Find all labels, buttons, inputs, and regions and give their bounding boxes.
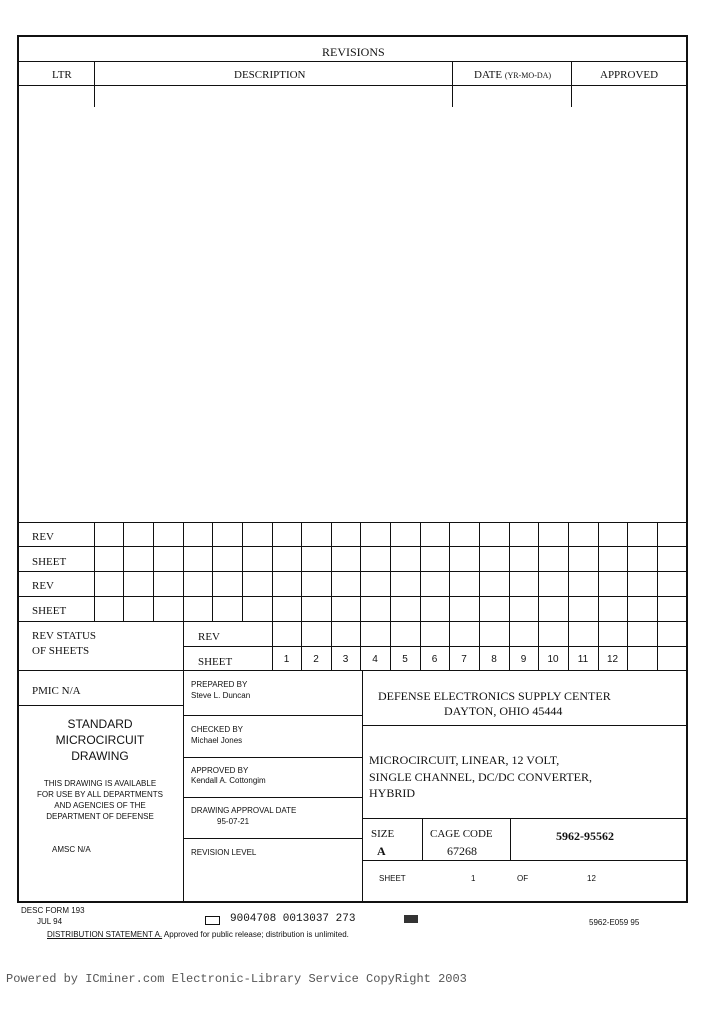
prepared-name: Steve L. Duncan [191, 691, 251, 700]
watermark: Powered by ICminer.com Electronic-Library Service CopyRight 2003 [6, 972, 467, 986]
sheet-number-1: 1 [283, 654, 290, 665]
cage-value: 67268 [447, 844, 477, 858]
sheet-current: 1 [471, 874, 476, 883]
approval-date: 95-07-21 [217, 817, 250, 826]
sheet-number-10: 10 [547, 654, 559, 665]
rev-status-label-2: OF SHEETS [32, 645, 90, 657]
col-approved: APPROVED [600, 69, 659, 81]
sheet-number-2: 2 [313, 654, 319, 665]
sheet-number-8: 8 [491, 654, 497, 665]
approved-label: APPROVED BY [191, 766, 249, 775]
sheet-label: SHEET [379, 874, 406, 883]
sheet-number-12: 12 [606, 654, 619, 665]
grid-rev-label-1: REV [32, 531, 54, 543]
sheet-number-7: 7 [461, 654, 467, 665]
size-value: A [377, 844, 386, 858]
availability-4: DEPARTMENT OF DEFENSE [46, 812, 154, 821]
amsc: AMSC N/A [52, 845, 91, 854]
distribution-statement [47, 931, 349, 939]
cage-label: CAGE CODE [430, 828, 493, 840]
agency-line-2: DAYTON, OHIO 45444 [444, 704, 563, 718]
col-description: DESCRIPTION [234, 69, 306, 81]
checked-label: CHECKED BY [191, 725, 244, 734]
sheet-number-6: 6 [431, 654, 438, 665]
pmic: PMIC N/A [32, 685, 81, 697]
rev-status-label-1: REV STATUS [32, 630, 97, 642]
standard-line-2: MICROCIRCUIT [55, 733, 145, 747]
sheet-number-3: 3 [342, 654, 349, 665]
standard-line-1: STANDARD [67, 717, 133, 731]
col-date-label: DATE [474, 69, 503, 81]
availability-3: AND AGENCIES OF THE [54, 801, 146, 810]
agency-line-1: DEFENSE ELECTRONICS SUPPLY CENTER [378, 689, 611, 703]
standard-line-3: DRAWING [71, 749, 129, 763]
col-date-format: (YR-MO-DA) [504, 71, 552, 80]
title-line-1: MICROCIRCUIT, LINEAR, 12 VOLT, [369, 753, 560, 767]
checked-name: Michael Jones [191, 736, 243, 745]
sheet-number-5: 5 [402, 654, 408, 665]
approved-name: Kendall A. Cottongim [191, 776, 266, 785]
revisions-title: REVISIONS [322, 45, 385, 59]
distribution-text: Approved for public release; distribution is unlimited. [163, 930, 349, 939]
prepared-label: PREPARED BY [191, 680, 248, 689]
title-line-2: SINGLE CHANNEL, DC/DC CONVERTER, [369, 770, 592, 784]
barcode-right-icon [404, 915, 418, 923]
availability-2: FOR USE BY ALL DEPARTMENTS [37, 790, 163, 799]
size-label: SIZE [371, 828, 395, 840]
grid-sheet-label-2: SHEET [32, 605, 67, 617]
sheet-number-4: 4 [372, 654, 378, 665]
standard-block [17, 716, 183, 822]
rev-status-rev-label: REV [198, 631, 220, 643]
form-date: JUL 94 [37, 917, 63, 926]
distribution-label: DISTRIBUTION STATEMENT A. [47, 930, 163, 939]
grid-sheet-label-1: SHEET [32, 556, 67, 568]
form-number: DESC FORM 193 [21, 906, 85, 915]
col-date [474, 70, 551, 81]
sheet-total: 12 [587, 874, 596, 883]
sheet-number-9: 9 [520, 654, 527, 665]
title-line-3: HYBRID [369, 786, 416, 800]
approval-date-label: DRAWING APPROVAL DATE [191, 806, 297, 815]
sheet-of-label: OF [517, 874, 529, 883]
availability-1: THIS DRAWING IS AVAILABLE [43, 779, 157, 788]
revision-level-label: REVISION LEVEL [191, 848, 257, 857]
col-ltr: LTR [52, 69, 72, 81]
barcode-left-icon [205, 916, 220, 925]
grid-rev-label-2: REV [32, 580, 54, 592]
barcode-text: 9004708 0013037 273 [230, 913, 356, 925]
sheet-number-11: 11 [577, 654, 589, 665]
rev-status-sheet-label: SHEET [198, 656, 233, 668]
drawing-number: 5962-95562 [556, 829, 614, 843]
document-code: 5962-E059 95 [589, 918, 640, 927]
